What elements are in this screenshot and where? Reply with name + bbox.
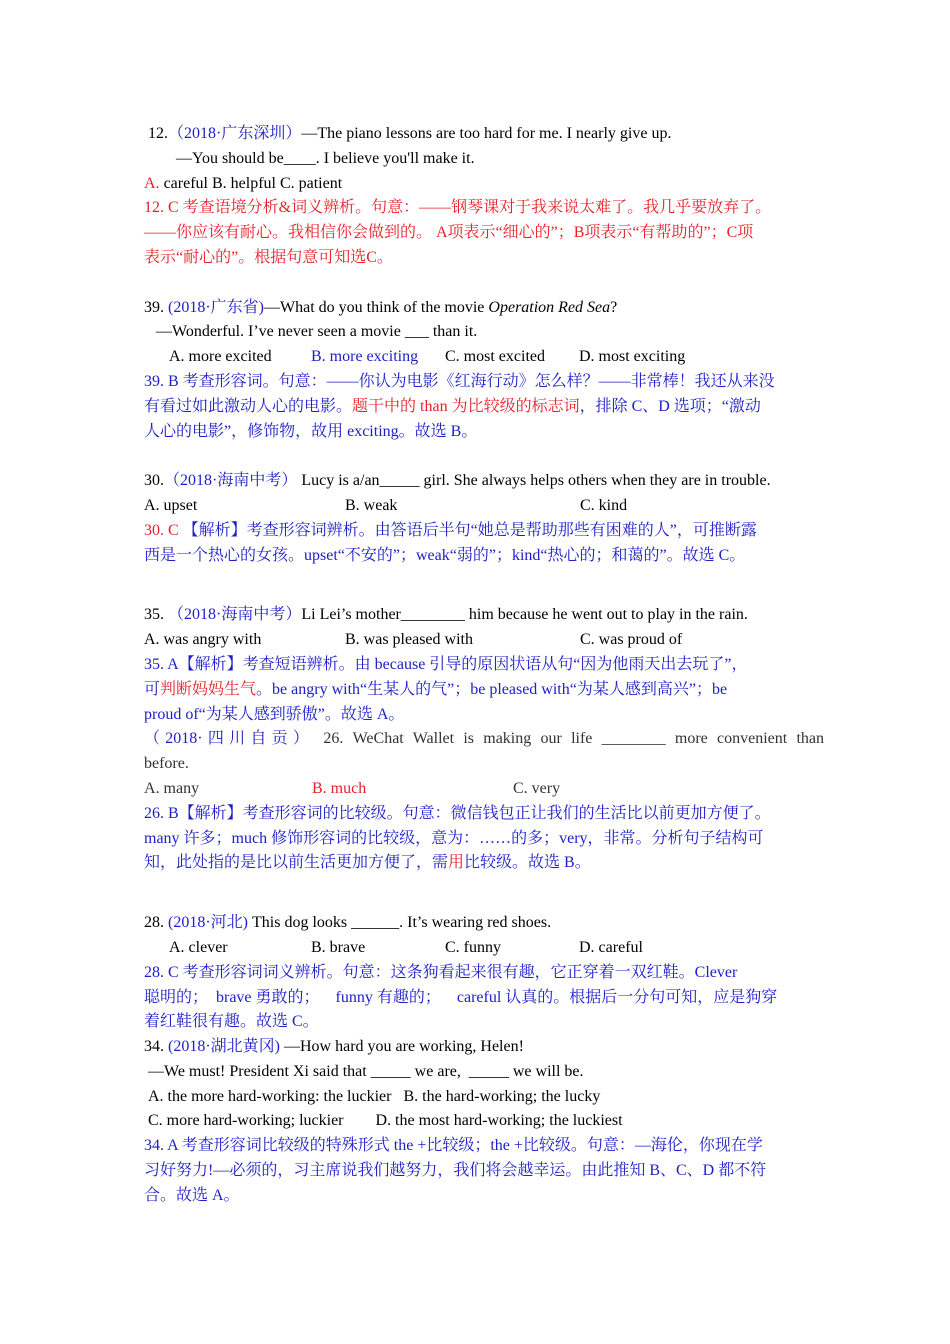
answer-explanation: 34. A 考查形容词比较级的特殊形式 the +比较级；the +比较级。句意：—海伦，你现在学 <box>144 1137 763 1155</box>
question-source: (2018·湖北黄冈) <box>168 1038 280 1056</box>
question-source: (2018·广东省) <box>168 298 264 316</box>
question-39: 39. (2018·广东省)—What do you think of the movie Operation Red Sea? —Wonderful. I’ve never seen a movie ___ than it. A. more excited B. more exciting C. most excited D. most exciting 39. B 考查形容词。句意：——你认为电影《红海行动》怎么样？——非常棒！我还从来没 有看过如此激动人心的电影。题干中的 than 为比较级的标志词，排除 C、D 选项；“激动 人心的电影”，修饰物，故用 exciting。故选 B。 <box>144 296 824 445</box>
answer-explanation: 12. C 考查语境分析&词义辨析。句意：——钢琴课对于我来说太难了。我几乎要放弃了。 <box>144 199 772 217</box>
question-35: 35. （2018·海南中考）Li Lei’s mother________ him because he went out to play in the rain. A. was angry with B. was pleased with C. was proud of 35. A【解析】考查短语辨析。由 because 引导的原因状语从句“因为他雨天出去玩了”， 可判断妈妈生气。be angry with“生某人的气”；be pleased with“为某人感到高兴”；be proud of“为某人感到骄傲”。故选 A。 <box>144 603 824 727</box>
answer-explanation: 26. B【解析】考查形容词的比较级。句意：微信钱包正让我们的生活比以前更加方便了。 <box>144 804 771 822</box>
question-number: 39. <box>144 298 168 316</box>
question-number: 30. <box>144 472 164 490</box>
answer-explanation: 35. A【解析】考查短语辨析。由 because 引导的原因状语从句“因为他雨天出去玩了”， <box>144 655 748 673</box>
question-options: A. more excited B. more exciting C. most excited D. most exciting <box>169 348 686 366</box>
question-30: 30.（2018·海南中考） Lucy is a/an_____ girl. She always helps others when they are in trouble. A. upset B. weak C. kind 30. C 【解析】考查形容词辨析。由答语后半句“她总是帮助那些有困难的人”，可推断露 西是一个热心的女孩。upset“不安的”；weak“弱的”；kind“热心的；和蔼的”。故选 C。 <box>144 469 824 568</box>
document-page <box>144 122 824 1209</box>
question-source: （2018·四川自贡） <box>144 730 315 748</box>
question-28: 28. (2018·河北) This dog looks ______. It’s wearing red shoes. A. clever B. brave C. funny D. careful 28. C 考查形容词词义辨析。句意：这条狗看起来很有趣，它正穿着一双红鞋。Clever 聪明的； brave 勇敢的； funny 有趣的； careful 认真的。根据后一分句可知，应是狗穿 着红鞋很有趣。故选 C。 <box>144 911 824 1035</box>
question-options: A. upset B. weak C. kind <box>144 496 628 514</box>
question-options: A. the more hard-working: the luckier B. the hard-working; the lucky <box>148 1087 601 1105</box>
question-26: （2018·四川自贡） 26. WeChat Wallet is making our life ________ more convenient than before. A. many B. much C. very 26. B【解析】考查形容词的比较级。句意：微信钱包正让我们的生活比以前更加方便了。 many 许多；much 修饰形容词的比较级，意为：……的多；very，非常。分析句子结构可 知，此处指的是比以前生活更加方便了，需用比较级。故选 B。 <box>144 730 825 872</box>
question-options: A. was angry with B. was pleased with C. was proud of <box>144 631 683 649</box>
question-stem-line2: —You should be____. I believe you'll make it. <box>176 149 475 167</box>
question-stem: —The piano lessons are too hard for me. I nearly give up. <box>301 125 672 142</box>
question-source: （2018·海南中考） <box>164 472 298 490</box>
question-34: 34. (2018·湖北黄冈) —How hard you are working, Helen! —We must! President Xi said that _____ we are, _____ we will be. A. the more hard-working: the luckier B. the hard-working; the lucky C. more hard-working; luckier D. the most hard-working; the luckiest 34. A 考查形容词比较级的特殊形式 the +比较级；the +比较级。句意：—海伦，你现在学 习好努力!—必须的，习主席说我们越努力，我们将会越幸运。由此推知 B、C、D 都不符 合。故选 A。 <box>144 1035 824 1209</box>
question-12: 12.（2018·广东深圳）—The piano lessons are too hard for me. I nearly give up. —You should be____. I believe you'll make it. A. careful B. helpful C. patient 12. C 考查语境分析&词义辨析。句意：——钢琴课对于我来说太难了。我几乎要放弃了。 ——你应该有耐心。我相信你会做到的。 A项表示“细心的”；B项表示“有帮助的”；C项 表示“耐心的”。根据句意可知选C。 <box>144 122 824 271</box>
question-options: A. careful B. helpful C. patient <box>144 174 343 192</box>
question-source: （2018·海南中考） <box>168 606 302 624</box>
question-source: (2018·河北) <box>168 914 248 932</box>
question-source: （2018·广东深圳） <box>168 125 302 142</box>
question-number: 12. <box>148 125 168 142</box>
question-options: A. clever B. brave C. funny D. careful <box>169 938 643 956</box>
question-number: 35. <box>144 606 168 624</box>
question-number: 34. <box>144 1038 168 1056</box>
answer-explanation: 28. C 考查形容词词义辨析。句意：这条狗看起来很有趣，它正穿着一双红鞋。Clever <box>144 963 738 981</box>
answer-explanation: 39. B 考查形容词。句意：——你认为电影《红海行动》怎么样？——非常棒！我还从来没 <box>144 372 775 390</box>
question-options: A. many B. much C. very <box>144 779 561 797</box>
question-number: 28. <box>144 914 168 932</box>
answer-explanation: 30. C 【解析】考查形容词辨析。由答语后半句“她总是帮助那些有困难的人”，可推断露 <box>144 521 757 539</box>
